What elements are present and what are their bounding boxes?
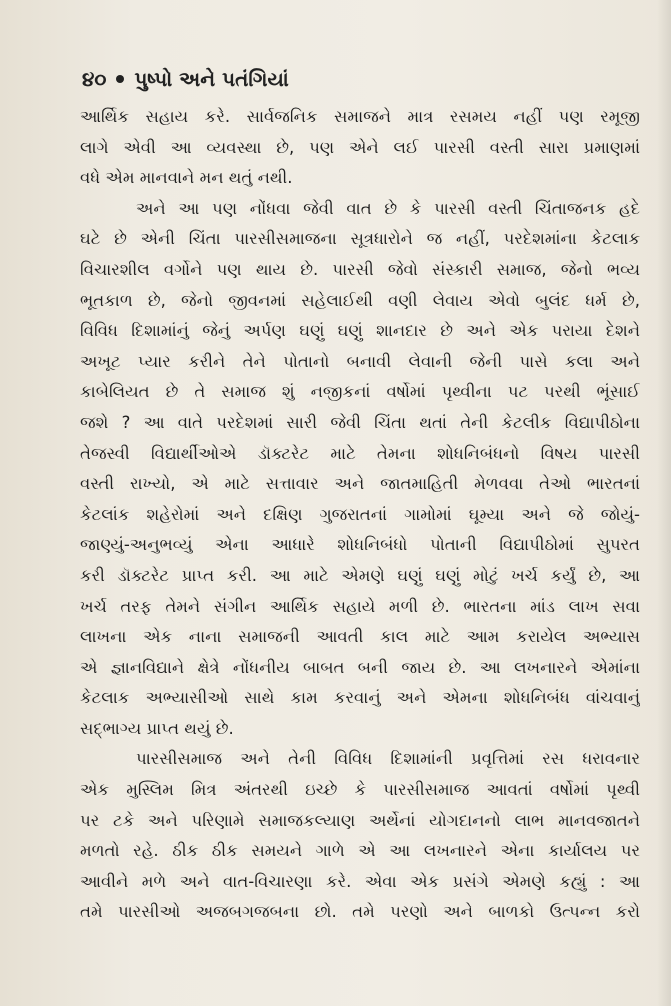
text-line: અને આ પણ નોંધવા જેવી વાત છે કે પારસી વસ્તી ચિંતાજનક હદે	[136, 198, 640, 218]
text-line: જશે ? આ વાતે પરદેશમાં સારી જેવી ચિંતા થતાં તેની કેટલીક વિદ્યાપીઠોના	[80, 412, 640, 432]
text-line: લાખના એક નાના સમાજની આવતી કાલ માટે આમ કરાયેલ અભ્યાસ	[80, 627, 640, 647]
text-line: એક મુસ્લિમ મિત્ર અંતરથી ઇચ્છે કે પારસીસમાજ આવતાં વર્ષોમાં પૃથ્વી	[80, 780, 640, 800]
text-line: વસ્તી રાખ્યો, એ માટે સત્તાવાર અને જાતમાહિતી મેળવવા તેઓ ભારતનાં	[80, 474, 640, 494]
text-line: આર્થિક સહાય કરે. સાર્વજનિક સમાજને માત્ર રસમય નહીં પણ રમૂજી	[80, 107, 640, 126]
text-line: કાબેલિયત છે તે સમાજ શું નજીકનાં વર્ષોમાં પૃથ્વીના પટ પરથી ભૂંસાઈ	[80, 382, 640, 402]
book-title: પુષ્પો અને પતંગિયાં	[134, 67, 289, 91]
text-line: તમે પારસીઓ અજબગજબના છો. તમે પરણો અને બાળકો ઉત્પન્ન કરો	[80, 902, 640, 922]
text-line: જાણ્યું-અનુભવ્યું એના આધારે શોધનિબંધો પોતાની વિદ્યાપીઠોમાં સુપરત	[80, 535, 640, 555]
text-line: પારસીસમાજ અને તેની વિવિધ દિશામાંની પ્રવૃત્તિમાં રસ ધરાવનાર	[136, 749, 640, 769]
body-text	[80, 102, 640, 928]
text-line: વિચારશીલ વર્ગોને પણ થાય છે. પારસી જેવો સંસ્કારી સમાજ, જેનો ભવ્ય	[80, 259, 640, 279]
page-number: ૪૦	[82, 67, 107, 91]
text-line: પર ટકે અને પરિણામે સમાજકલ્યાણ અર્થેનાં યોગદાનનો લાભ માનવજાતને	[80, 810, 640, 830]
text-line: ખર્ચ તરફ તેમને સંગીન આર્થિક સહાયે મળી છે. ભારતના માંડ લાખ સવા	[80, 596, 640, 616]
text-line: કેટલાક અભ્યાસીઓ સાથે કામ કરવાનું અને એમના શોધનિબંધ વાંચવાનું	[80, 688, 640, 708]
text-line: કરી ડૉક્ટરેટ પ્રાપ્ત કરી. આ માટે એમણે ઘણું ઘણું મોટું ખર્ચ કર્યું છે, આ	[80, 565, 640, 585]
text-line: વધે એમ માનવાને મન થતું નથી.	[80, 168, 293, 188]
text-line: તેજસ્વી વિદ્યાર્થીઓએ ડૉક્ટરેટ માટે તેમના શોધનિબંધનો વિષય પારસી	[80, 443, 640, 463]
text-line: કેટલાંક શહેરોમાં અને દક્ષિણ ગુજરાતનાં ગામોમાં ઘૂમ્યા અને જે જોયું-	[80, 504, 640, 524]
text-line: અખૂટ પ્યાર કરીને તેને પોતાનો બનાવી લેવાની જેની પાસે કલા અને	[80, 351, 640, 371]
text-line: લાગે એવી આ વ્યવસ્થા છે, પણ એને લઈ પારસી વસ્તી સારા પ્રમાણમાં	[80, 137, 640, 157]
running-header	[82, 64, 289, 94]
text-line: એ જ્ઞાનવિદ્યાને ક્ષેત્રે નોંધનીય બાબત બની જાય છે. આ લખનારને એમાંના	[80, 657, 640, 677]
text-line: ઘટે છે એની ચિંતા પારસીસમાજના સૂત્રધારોને જ નહીં, પરદેશમાંના કેટલાક	[80, 229, 640, 249]
text-line: આવીને મળે અને વાત-વિચારણા કરે. એવા એક પ્રસંગે એમણે કહ્યું : આ	[80, 871, 640, 891]
text-line: સદ્‌ભાગ્ય પ્રાપ્ત થયું છે.	[80, 718, 234, 738]
text-line: વિવિધ દિશામાંનું જેનું અર્પણ ઘણું ઘણું શાનદાર છે અને એક પરાયા દેશને	[80, 321, 640, 341]
text-line: ભૂતકાળ છે, જેનો જીવનમાં સહેલાઈથી વણી લેવાય એવો બુલંદ ધર્મ છે,	[80, 290, 640, 310]
text-line: મળતો રહે. ઠીક ઠીક સમયને ગાળે એ આ લખનારને એના કાર્યાલય પર	[80, 841, 640, 861]
bullet-separator	[116, 75, 124, 83]
page-edge-shadow	[657, 0, 671, 1006]
